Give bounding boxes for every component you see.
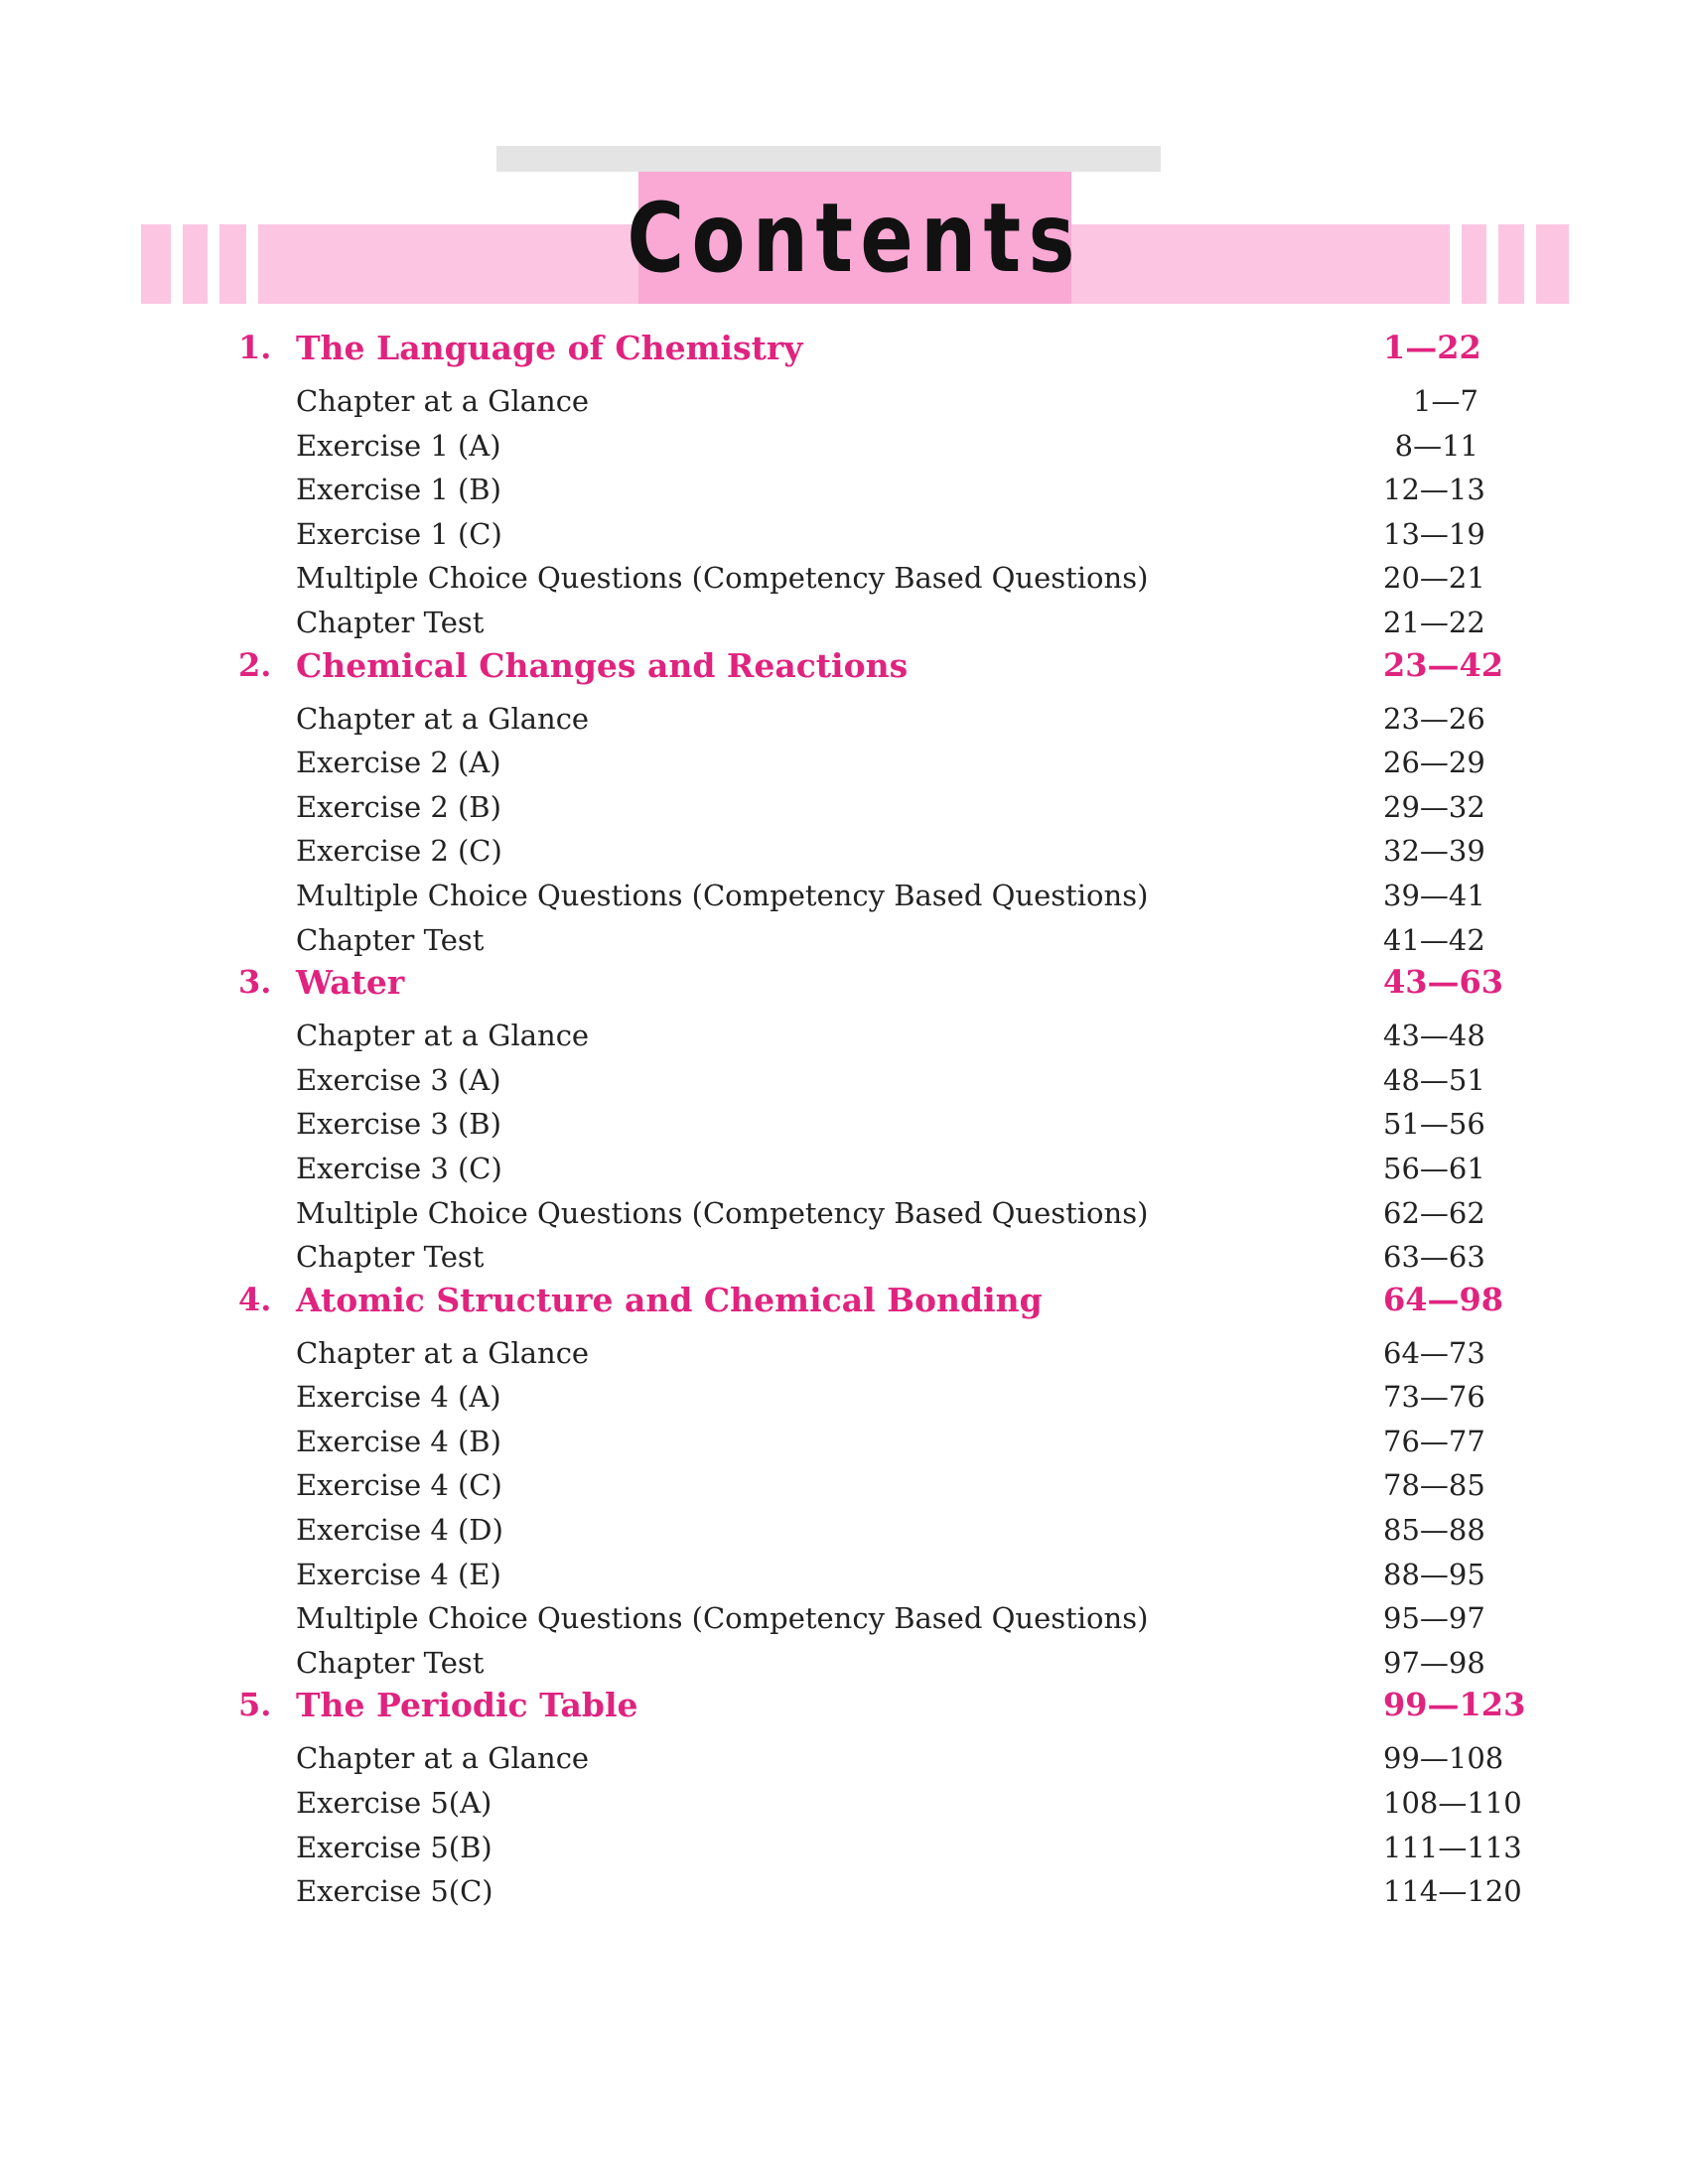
toc-entry-page-range: 12—13	[1383, 473, 1485, 507]
toc-entry[interactable]	[0, 1597, 1688, 1642]
toc-entry-label: Exercise 2 (C)	[296, 834, 502, 869]
toc-entry-page-range: 56—61	[1383, 1151, 1485, 1185]
toc-entry-page-range: 20—21	[1383, 561, 1485, 596]
toc-entry-label: Chapter Test	[296, 1645, 485, 1680]
header-stripe-right-1	[1450, 224, 1462, 304]
toc-entry[interactable]	[0, 1554, 1688, 1598]
chapter-page-range: 43—63	[1383, 963, 1504, 1002]
toc-entry-page-range: 63—63	[1383, 1240, 1485, 1275]
toc-entry-label: Exercise 5(C)	[296, 1874, 493, 1909]
toc-entry[interactable]	[0, 875, 1688, 919]
toc-entry-label: Multiple Choice Questions (Competency Based Questions)	[296, 1195, 1149, 1230]
toc-entry[interactable]	[0, 742, 1688, 786]
toc-entry[interactable]	[0, 1236, 1688, 1281]
chapter-page-range: 64—98	[1383, 1280, 1504, 1318]
toc-entry-label: Chapter at a Glance	[296, 1741, 590, 1776]
toc-entry[interactable]	[0, 1737, 1688, 1782]
toc-entry-label: Chapter at a Glance	[296, 384, 590, 418]
chapter-title: Water	[296, 963, 405, 1003]
toc-entry[interactable]	[0, 602, 1688, 646]
toc-entry[interactable]	[0, 380, 1688, 425]
toc-entry-page-range: 43—48	[1383, 1019, 1485, 1053]
table-of-contents	[0, 329, 1688, 1915]
toc-entry-page-range: 95—97	[1383, 1601, 1485, 1636]
chapter-number: 4.	[238, 1280, 272, 1318]
header-stripe-left-2	[208, 224, 219, 304]
toc-entry[interactable]	[0, 1059, 1688, 1104]
toc-entry-label: Exercise 3 (B)	[296, 1107, 501, 1142]
chapter-title: Atomic Structure and Chemical Bonding	[296, 1280, 1043, 1319]
toc-entry-page-range: 8—11	[1394, 428, 1478, 463]
toc-entry-page-range: 85—88	[1383, 1513, 1485, 1548]
toc-entry-label: Exercise 1 (A)	[296, 428, 501, 463]
toc-entry-label: Exercise 3 (C)	[296, 1151, 502, 1185]
header-stripe-left-3	[246, 224, 258, 304]
toc-entry[interactable]	[0, 1376, 1688, 1421]
toc-entry-page-range: 88—95	[1383, 1557, 1485, 1591]
toc-entry-label: Exercise 4 (D)	[296, 1513, 503, 1548]
toc-entry-page-range: 73—76	[1383, 1380, 1485, 1415]
header-stripe-right-3	[1524, 224, 1536, 304]
toc-entry-label: Exercise 4 (B)	[296, 1424, 501, 1458]
toc-entry-label: Exercise 5(B)	[296, 1830, 492, 1864]
chapter-page-range: 99—123	[1383, 1686, 1526, 1724]
toc-entry[interactable]	[0, 1103, 1688, 1148]
toc-entry-label: Chapter at a Glance	[296, 1335, 590, 1370]
toc-entry[interactable]	[0, 1015, 1688, 1059]
chapter-number: 5.	[238, 1686, 272, 1724]
chapter-number: 1.	[238, 329, 272, 366]
chapter-title: The Periodic Table	[296, 1686, 638, 1725]
toc-entry[interactable]	[0, 786, 1688, 831]
toc-entry-label: Exercise 1 (C)	[296, 516, 502, 551]
toc-entry-label: Exercise 1 (B)	[296, 473, 501, 507]
toc-entry-page-range: 51—56	[1383, 1107, 1485, 1142]
chapter-number: 3.	[238, 963, 272, 1002]
toc-entry-page-range: 26—29	[1383, 746, 1485, 780]
toc-entry[interactable]	[0, 513, 1688, 558]
toc-entry-label: Chapter Test	[296, 1240, 485, 1275]
toc-entry-page-range: 13—19	[1383, 516, 1485, 551]
toc-entry[interactable]	[0, 1642, 1688, 1687]
toc-entry-label: Chapter at a Glance	[296, 701, 590, 736]
toc-entry[interactable]	[0, 1421, 1688, 1465]
toc-entry-label: Exercise 4 (A)	[296, 1380, 501, 1415]
toc-entry-page-range: 64—73	[1383, 1335, 1485, 1370]
toc-entry-page-range: 23—26	[1383, 701, 1485, 736]
page-title-box	[627, 172, 1083, 304]
toc-entry-page-range: 48—51	[1383, 1062, 1485, 1097]
toc-entry-label: Exercise 2 (A)	[296, 746, 501, 780]
toc-entry-label: Exercise 2 (B)	[296, 789, 501, 824]
toc-entry-page-range: 108—110	[1383, 1786, 1522, 1821]
header-stripe-left-1	[171, 224, 183, 304]
toc-entry-label: Exercise 3 (A)	[296, 1062, 501, 1097]
chapter-title: Chemical Changes and Reactions	[296, 645, 909, 685]
toc-entry[interactable]	[0, 1870, 1688, 1915]
chapter-heading[interactable]	[0, 1281, 1688, 1332]
toc-entry[interactable]	[0, 1192, 1688, 1237]
toc-entry-page-range: 41—42	[1383, 922, 1485, 957]
toc-entry-page-range: 1—7	[1413, 384, 1478, 418]
toc-entry-page-range: 21—22	[1383, 605, 1485, 639]
toc-entry[interactable]	[0, 830, 1688, 875]
toc-entry-label: Chapter Test	[296, 922, 485, 957]
toc-entry[interactable]	[0, 698, 1688, 743]
toc-entry[interactable]	[0, 1827, 1688, 1871]
chapter-heading[interactable]	[0, 963, 1688, 1015]
toc-entry-page-range: 76—77	[1383, 1424, 1485, 1458]
header-gray-bar	[496, 146, 1161, 172]
header-stripe-right-2	[1486, 224, 1498, 304]
toc-entry-label: Chapter Test	[296, 605, 485, 639]
toc-entry-page-range: 114—120	[1383, 1874, 1522, 1909]
chapter-heading[interactable]	[0, 1686, 1688, 1737]
chapter-page-range: 1—22	[1383, 329, 1481, 366]
chapter-heading[interactable]	[0, 329, 1688, 380]
toc-entry[interactable]	[0, 425, 1688, 470]
toc-entry[interactable]	[0, 1464, 1688, 1509]
toc-entry-page-range: 39—41	[1383, 878, 1485, 912]
toc-entry[interactable]	[0, 1148, 1688, 1192]
toc-entry-label: Exercise 4 (E)	[296, 1557, 501, 1591]
toc-entry-page-range: 62—62	[1383, 1195, 1485, 1230]
toc-entry-label: Multiple Choice Questions (Competency Based Questions)	[296, 878, 1149, 912]
toc-entry-label: Chapter at a Glance	[296, 1019, 590, 1053]
toc-entry[interactable]	[0, 557, 1688, 602]
toc-entry[interactable]	[0, 1782, 1688, 1827]
toc-entry[interactable]	[0, 1509, 1688, 1554]
toc-entry-label: Exercise 4 (C)	[296, 1468, 502, 1503]
toc-entry[interactable]	[0, 1332, 1688, 1377]
toc-entry-label: Exercise 5(A)	[296, 1786, 492, 1821]
toc-entry-page-range: 29—32	[1383, 789, 1485, 824]
toc-entry-label: Multiple Choice Questions (Competency Based Questions)	[296, 1601, 1149, 1636]
toc-entry[interactable]	[0, 919, 1688, 964]
toc-entry-page-range: 99—108	[1383, 1741, 1504, 1776]
chapter-heading[interactable]	[0, 646, 1688, 698]
page-title: Contents	[627, 182, 1083, 294]
chapter-title: The Language of Chemistry	[296, 329, 803, 367]
toc-entry-page-range: 32—39	[1383, 834, 1485, 869]
chapter-page-range: 23—42	[1383, 645, 1504, 684]
toc-entry-page-range: 97—98	[1383, 1645, 1485, 1680]
chapter-number: 2.	[238, 645, 272, 684]
toc-entry-page-range: 111—113	[1383, 1830, 1522, 1864]
toc-entry-label: Multiple Choice Questions (Competency Based Questions)	[296, 561, 1149, 596]
toc-entry[interactable]	[0, 469, 1688, 513]
toc-entry-page-range: 78—85	[1383, 1468, 1485, 1503]
